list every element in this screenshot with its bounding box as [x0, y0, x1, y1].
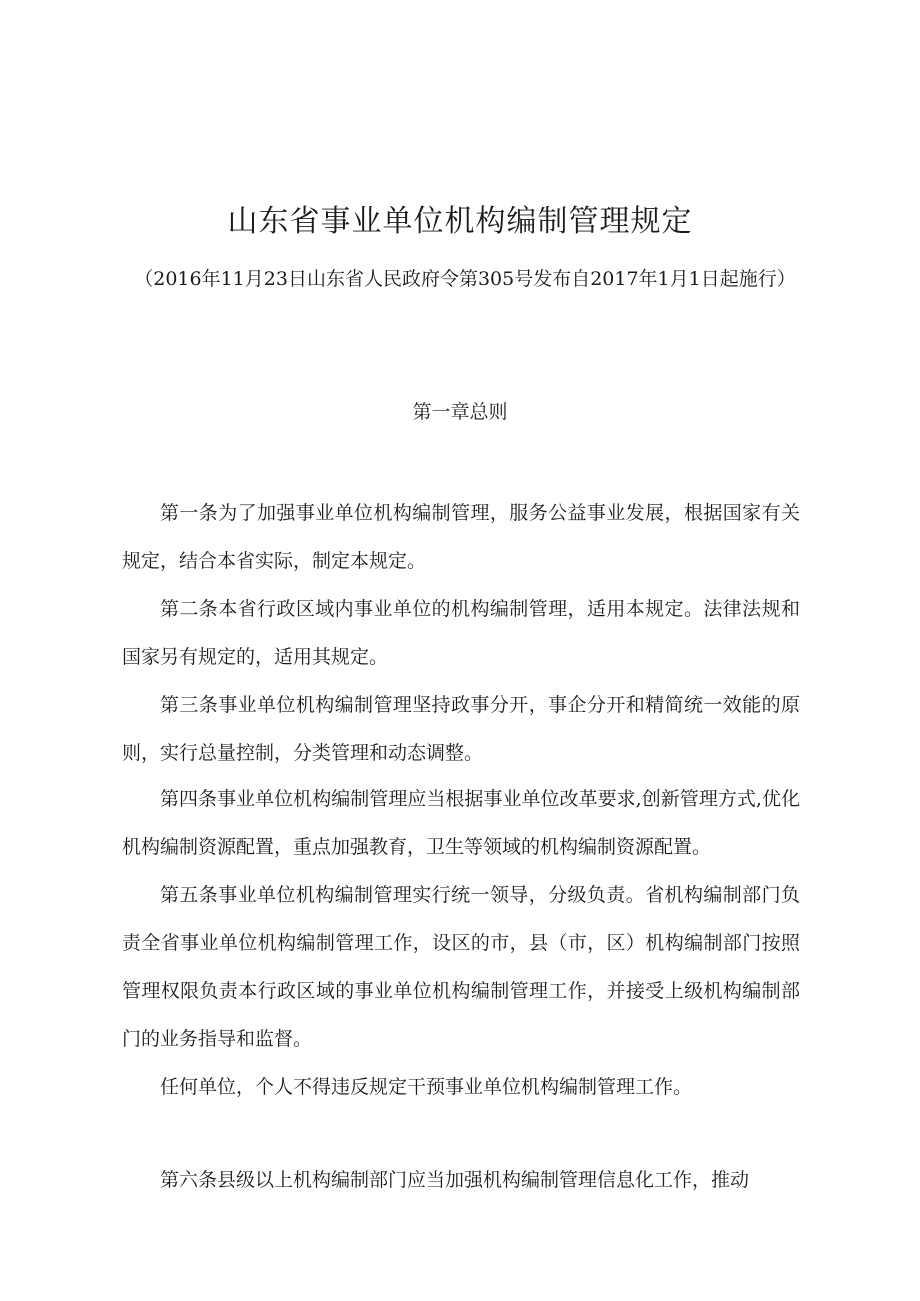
document-title: 山东省事业单位机构编制管理规定: [227, 204, 693, 239]
article-5-paragraph-2: 任何单位，个人不得违反规定干预事业单位机构编制管理工作。: [160, 1076, 693, 1098]
article-4: 第四条事业单位机构编制管理应当根据事业单位改革要求,创新管理方式,优化机构编制资源配置，重点加强教育，卫生等领域的机构编制资源配置。: [122, 788, 800, 858]
article-1: 第一条为了加强事业单位机构编制管理，服务公益事业发展，根据国家有关规定，结合本省实际，制定本规定。: [122, 502, 800, 572]
article-3: 第三条事业单位机构编制管理坚持政事分开，事企分开和精简统一效能的原则，实行总量控制，分类管理和动态调整。: [122, 694, 800, 764]
article-6: 第六条县级以上机构编制部门应当加强机构编制管理信息化工作，推动: [160, 1169, 750, 1191]
article-2: 第二条本省行政区域内事业单位的机构编制管理，适用本规定。法律法规和国家另有规定的，适用其规定。: [122, 598, 800, 668]
document-subtitle: （2016年11月23日山东省人民政府令第305号发布自2017年1月1日起施行）: [134, 268, 796, 290]
article-5: 第五条事业单位机构编制管理实行统一领导，分级负责。省机构编制部门负责全省事业单位机构编制管理工作，设区的市，县（市，区）机构编制部门按照管理权限负责本行政区域的事业单位机构编制管理工作，并接受上级机构编制部门的业务指导和监督。: [122, 884, 800, 1050]
chapter-heading: 第一章总则: [412, 401, 508, 423]
